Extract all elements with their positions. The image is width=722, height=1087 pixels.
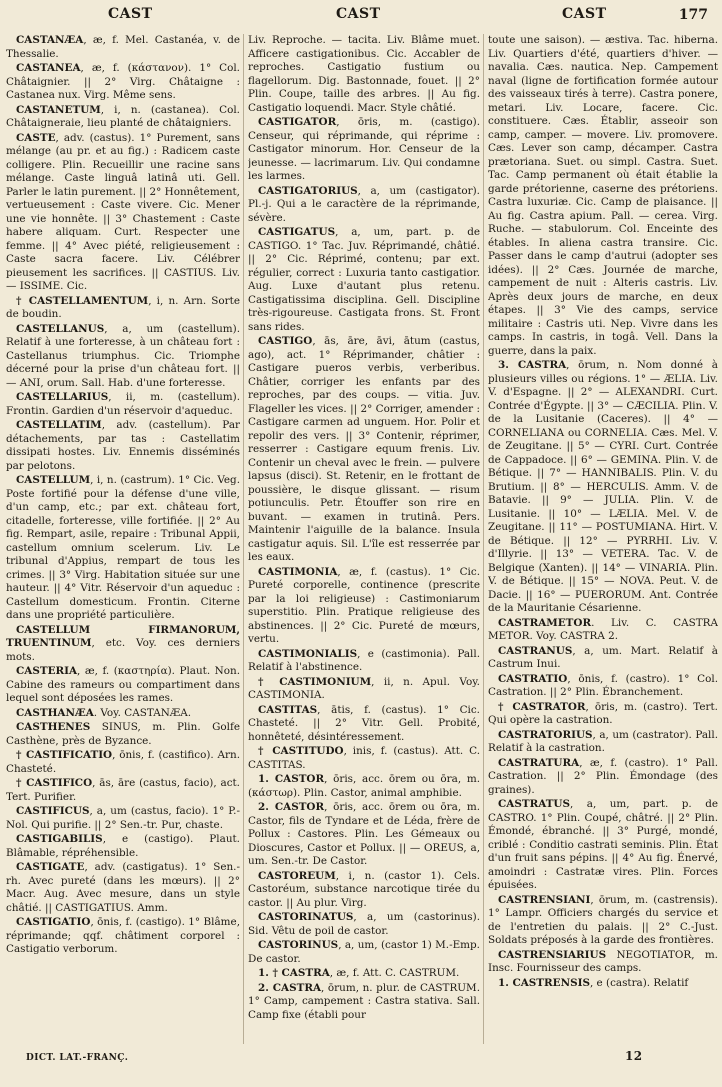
entry-text: NEGOTIATOR, m. Insc. Fournisseur des camps.: [488, 948, 718, 974]
dictionary-entry: [6, 749, 240, 776]
entry-text: , adv. (castus). 1° Purement, sans mélange (au pr. et au fig.) : Radicem caste colligere. Plin. Recueillir une racine sans mélange. Caste linguâ latinâ uti. Gell. Parler le latin purement. || 2° Honnêtement, vertueusement : Caste vivere. Cic. Mener une vie honnête. || 3° Chastement : Caste habere aliquam. Curt. Respecter une femme. || 4° Avec piété, religieusement : Caste sacra facere. Liv. Célébrer pieusement les sacrifices. || CASTIUS. Liv. — ISSIME. Cic.: [6, 131, 240, 292]
dictionary-entry: [248, 911, 480, 938]
entry-headword: † CASTIFICATIO: [16, 749, 113, 761]
entry-headword: CASTANETUM: [16, 103, 101, 116]
dictionary-entry: [248, 967, 480, 981]
dictionary-entry: [248, 34, 480, 115]
dictionary-entry: [6, 665, 240, 706]
entry-text: . Liv. C. CASTRA METOR. Voy. CASTRA 2.: [488, 616, 718, 642]
entry-headword: CASTHANÆA: [16, 706, 94, 719]
entry-text: , etc. Voy. ces derniers mots.: [6, 637, 240, 663]
dictionary-entry: [6, 861, 240, 915]
entry-text: , e (castimonia). Pall. Relatif à l'abstinence.: [248, 647, 480, 673]
dictionary-entry: [6, 474, 240, 623]
dictionary-entry: [6, 62, 240, 103]
dictionary-entry: [248, 801, 480, 869]
dictionary-entry: [6, 777, 240, 804]
entry-text: , i, n. (castrum). 1° Cic. Veg. Poste fortifié pour la défense d'une ville, d'un camp, etc.; par ext. château fort, citadelle, forteresse, ville fortifiée. || 2° Au fig. Rempart, asile, repaire : Tribunal Appii, castellum omnium scelerum. Liv. Le tribunal d'Appius, rempart de tous les crimes. || 3° Virg. Habitation située sur une hauteur. || 4° Vitr. Réservoir d'un aqueduc : Castellum domesticum. Frontin. Citerne dans une propriété particulière.: [6, 474, 240, 621]
entry-headword: CASTELLANUS: [16, 322, 105, 335]
dictionary-entry: [6, 132, 240, 294]
dictionary-entry: [488, 645, 718, 672]
dictionary-entry: [6, 295, 240, 322]
dictionary-entry: [248, 335, 480, 565]
entry-headword: CASTIMONIALIS: [258, 647, 358, 660]
entry-headword: CASTANÆA: [16, 34, 84, 46]
entry-headword: CASTRATIO: [498, 672, 568, 685]
entry-text: toute une saison). — æstiva. Tac. hiberna. Liv. Quartiers d'été, quartiers d'hiver. — navalia. Cæs. nautica. Nep. Campement naval (ligne de fortification formée autour des vaisseaux tirés à terre). Castra ponere, metari. Liv. Locare, facere. Cic. constituere. Cæs. Établir, asseoir son camp, camper. — movere. Liv. promovere. Cæs. Lever son camp, décamper. Castra prætoriana. Suet. ou simpl. Castra. Suet. Tac. Camp permanent où était établie la garde prétorienne, caserne des prétoriens. Castra luxuriæ. Cic. Camp de plaisance. || Au fig. Castra apium. Pall. — cerea. Virg. Ruche. — stabulorum. Col. Enceinte des étables. In aliena castra transire. Cic. Passer dans le camp d'autrui (adopter ses idées). || 2° Cæs. Journée de marche, campement de nuit : Alteris castris. Liv. Après deux jours de marche, en deux étapes. || 3° Vie des camps, service militaire : Castris uti. Nep. Vivre dans les camps. In castris, in togâ. Vell. Dans la guerre, dans la paix.: [488, 34, 718, 357]
entry-text: , ātis, f. (castus). 1° Cic. Chasteté. || 2° Vitr. Gell. Probité, honnêteté, désintéressement.: [248, 703, 480, 743]
running-head-center: CAST: [336, 6, 381, 22]
entry-text: , æ, f. (κάστανον). 1° Col. Châtaignier. || 2° Virg. Châtaigne : Castanea nux. Virg. Même sens.: [6, 62, 240, 101]
entry-headword: † CASTELLAMENTUM: [16, 294, 149, 307]
entry-text: , adv. (castigatus). 1° Sen.-rh. Avec pureté (dans les mœurs). || 2° Macr. Aug. Avec mesure, dans un style châtié. || CASTIGATIUS. Amm.: [6, 861, 240, 914]
dictionary-entry: [6, 833, 240, 860]
dictionary-entry: [6, 805, 240, 832]
entry-text: , ōris, m. (castro). Tert. Qui opère la castration.: [488, 700, 718, 726]
dictionary-entry: [6, 104, 240, 131]
entry-headword: CASTRATURA: [498, 756, 580, 769]
entry-headword: CASTITAS: [258, 703, 318, 716]
dictionary-entry: [248, 773, 480, 800]
dictionary-entry: [488, 617, 718, 644]
entry-text: , a, um (castus, facio). 1° P.-Nol. Qui purifie. || 2° Sen.-tr. Pur, chaste.: [6, 805, 240, 831]
dictionary-entry: [248, 676, 480, 703]
entry-headword: † CASTIFICO: [16, 777, 93, 789]
dictionary-entry: [488, 798, 718, 893]
entry-headword: CASTRATUS: [498, 798, 570, 810]
entry-headword: CASTIGATUS: [258, 226, 336, 238]
dictionary-entry: [488, 757, 718, 798]
entry-text: , a, um, (castor 1) M.-Emp. De castor.: [248, 939, 480, 965]
entry-text: , ōnis, f. (castigo). 1° Blâme, réprimande; qqf. châtiment corporel : Castigatio verborum.: [6, 916, 240, 955]
entry-text: , inis, f. (castus). Att. C. CASTITAS.: [248, 745, 480, 771]
entry-headword: CASTRANUS: [498, 644, 573, 657]
entry-headword: 1. CASTRENSIS: [498, 976, 590, 989]
running-head-left: CAST: [108, 6, 153, 22]
entry-headword: CASTIGO: [258, 335, 313, 347]
entry-headword: CASTE: [16, 131, 56, 144]
dictionary-entry: [488, 701, 718, 728]
entry-headword: CASTRENSIANI: [498, 893, 591, 906]
entry-headword: CASTIGATORIUS: [258, 184, 358, 197]
entry-text: , adv. (castellum). Par détachements, par tas : Castellatim dissipati hostes. Liv. Ennemis disséminés par pelotons.: [6, 419, 240, 472]
entry-text: , ās, āre (castus, facio), act. Tert. Purifier.: [6, 777, 240, 803]
dictionary-entry: [248, 648, 480, 675]
dictionary-entry: [488, 949, 718, 976]
entry-text: , æ, f. Mel. Castanéa, v. de Thessalie.: [6, 34, 240, 60]
dictionary-entry: [248, 226, 480, 334]
dictionary-entry: [6, 391, 240, 418]
entry-text: , æ, f. (castro). 1° Pall. Castration. || 2° Plin. Émondage (des graines).: [488, 756, 718, 796]
entry-text: , æ, f. (καστηρία). Plaut. Non. Cabine des rameurs ou compartiment dans lequel sont déposées les rames.: [6, 665, 240, 704]
dictionary-entry: [248, 185, 480, 226]
dictionary-entry: [248, 704, 480, 745]
column-3: [488, 34, 718, 1044]
entry-headword: CASTELLUM: [16, 474, 91, 486]
dictionary-entry: [6, 34, 240, 61]
dictionary-entry: [6, 624, 240, 665]
entry-text: , i, n. (castor 1). Cels. Castoréum, substance narcotique tirée du castor. || Au plur. Virg.: [248, 869, 480, 909]
entry-text: , a, um (castorinus). Sid. Vêtu de poil de castor.: [248, 911, 480, 937]
entry-headword: CASTRENSIARIUS: [498, 948, 607, 961]
entry-text: , a, um. Mart. Relatif à Castrum Inui.: [488, 644, 718, 670]
entry-text: , a, um, part. p. de CASTRO. 1° Plin. Coupé, châtré. || 2° Plin. Émondé, ébranché. || 3° Purgé, mondé, criblé : Conditio castrati seminis. Plin. État d'un fruit sans pépins. || 4° Au fig. Énervé, amoindri : Castratæ vires. Plin. Forces épuisées.: [488, 798, 718, 891]
entry-text: , i, n. Arn. Sorte de boudin.: [6, 294, 240, 320]
entry-text: SINUS, m. Plin. Golfe Casthène, près de Byzance.: [6, 721, 240, 747]
dictionary-entry: [248, 870, 480, 911]
dictionary-entry: [488, 673, 718, 700]
entry-text: , ii, m. (castellum). Frontin. Gardien d'un réservoir d'aqueduc.: [6, 391, 240, 417]
entry-headword: CASTIFICUS: [16, 805, 90, 817]
entry-text: , ii, n. Apul. Voy. CASTIMONIA.: [248, 675, 480, 701]
dictionary-entry: [248, 116, 480, 184]
entry-headword: CASTHENES: [16, 721, 91, 733]
dictionary-entry: [488, 359, 718, 616]
entry-text: , ōnis, f. (castifico). Arn. Chasteté.: [6, 749, 240, 775]
entry-text: , ās, āre, āvi, ātum (castus, ago), act. 1° Réprimander, châtier : Castigare pueros verbis, verberibus. Châtier, corriger les enfants par des reproches, par des coups. — vitia. Juv. Flageller les vices. || 2° Corriger, amender : Castigare carmen ad unguem. Hor. Polir et repolir des vers. || 3° Contenir, réprimer, resserrer : Castigare equum frenis. Liv. Contenir un cheval avec le frein. — pulvere lapsus (disci). St. Retenir, en le frottant de poussière, le disque glissant. — risum potiunculis. Petr. Étouffer son rire en buvant. — examen in trutinâ. Pers. Maintenir l'aiguille de la balance. Insula castigatur aquis. Sil. L'île est resserrée par les eaux.: [248, 335, 480, 563]
entry-headword: CASTIMONIA: [258, 565, 338, 578]
entry-headword: CASTELLARIUS: [16, 391, 109, 403]
dictionary-entry: [6, 419, 240, 473]
running-head-right: CAST: [562, 6, 607, 22]
entry-text: , ōrum, n. plur. de CASTRUM. 1° Camp, campement : Castra stativa. Sall. Camp fixe (établi pour: [248, 981, 480, 1021]
entry-text: , ōris, m. (castigo). Censeur, qui réprimande, qui réprime : Castigator minorum. Hor. Censeur de la jeunesse. — lacrimarum. Liv. Qui condamne les larmes.: [248, 116, 480, 182]
entry-text: , a, um (castellum). Relatif à une forteresse, à un château fort : Castellanus triumphus. Cic. Triomphe décerné pour la prise d'un château fort. || — ANI, orum. Sall. Hab. d'une forteresse.: [6, 322, 240, 389]
entry-headword: CASTERIA: [16, 665, 78, 677]
dictionary-entry: [488, 729, 718, 756]
entry-headword: CASTORINATUS: [258, 911, 354, 923]
dictionary-entry: [6, 323, 240, 391]
dictionary-entry: [6, 707, 240, 721]
column-2: [248, 34, 480, 1044]
dictionary-entry: [6, 721, 240, 748]
dictionary-entry: [488, 977, 718, 991]
entry-text: , e (castigo). Plaut. Blâmable, répréhensible.: [6, 833, 240, 859]
entry-text: , ōris, acc. ōrem ou ōra, m. (κάστωρ). Plin. Castor, animal amphibie.: [248, 773, 480, 799]
entry-text: , ōrum, n. Nom donné à plusieurs villes ou régions. 1° — ÆLIA. Liv. V. d'Espagne. || 2° — ALEXANDRI. Curt. Contrée d'Égypte. || 3° — CÆCILIA. Plin. V. de la Lusitanie (Caceres). || 4° — CORNELIANA ou CORNELIA. Cæs. Mel. V. de Zeugitane. || 5° — CYRI. Curt. Contrée de Cappadoce. || 6° — GEMINA. Plin. V. de Bétique. || 7° — HANNIBALIS. Plin. V. du Brutium. || 8° — HERCULIS. Amm. V. de Batavie. || 9° — JULIA. Plin. V. de Lusitanie. || 10° — LÆLIA. Mel. V. de Zeugitane. || 11° — POSTUMIANA. Hirt. V. de Bétique. || 12° — PYRRHI. Liv. V. d'Illyrie. || 13° — VETERA. Tac. V. de Belgique (Xanten). || 14° — VINARIA. Plin. V. de Bétique. || 15° — NOVA. Peut. V. de Dacie. || 16° — PUERORUM. Ant. Contrée de la Mauritanie Césarienne.: [488, 359, 718, 614]
entry-text: , a, um (castrator). Pall. Relatif à la castration.: [488, 728, 718, 754]
entry-headword: CASTRATORIUS: [498, 728, 593, 741]
entry-headword: 1. † CASTRA: [258, 967, 330, 979]
entry-headword: CASTOREUM: [258, 869, 336, 882]
entry-headword: CASTANEA: [16, 62, 81, 74]
entry-text: , ōris, acc. ōrem ou ōra, m. Castor, fils de Tyndare et de Léda, frère de Pollux : Castores. Plin. Les Gémeaux ou Dioscures, Castor et Pollux. || — OREUS, a, um. Sen.-tr. De Castor.: [248, 801, 480, 867]
dictionary-entry: [248, 982, 480, 1023]
column-1: [6, 34, 240, 1044]
entry-headword: CASTIGATOR: [258, 116, 337, 128]
entry-headword: CASTELLUM FIRMANORUM, TRUENTINUM: [6, 623, 240, 649]
entry-headword: CASTIGATIO: [16, 916, 91, 928]
dictionary-entry: [248, 745, 480, 772]
column-rule: [243, 34, 244, 1044]
column-rule: [483, 34, 484, 1044]
entry-text: , ōnis, f. (castro). 1° Col. Castration. || 2° Plin. Ébranchement.: [488, 672, 718, 698]
entry-headword: CASTELLATIM: [16, 419, 102, 431]
dictionary-entry: [248, 566, 480, 647]
entry-text: , a, um (castigator). Pl.-j. Qui a le caractère de la réprimande, sévère.: [248, 184, 480, 224]
page-number: 177: [678, 7, 708, 23]
entry-headword: 2. CASTRA: [258, 981, 322, 994]
dictionary-entry: [488, 34, 718, 358]
footer-signature: DICT. LAT.-FRANÇ.: [26, 1053, 129, 1063]
entry-text: Liv. Reproche. — tacita. Liv. Blâme muet. Afficere castigationibus. Cic. Accabler de reproches. Castigatio fustium ou flagellorum. Dig. Bastonnade, fouet. || 2° Plin. Coupe, taille des arbres. || Au fig. Castigatio loquendi. Macr. Style châtié.: [248, 34, 480, 114]
dictionary-entry: [488, 894, 718, 948]
entry-headword: 1. CASTOR: [258, 773, 325, 785]
dictionary-entry: [248, 939, 480, 966]
dictionary-entry: [6, 916, 240, 957]
entry-text: , i, n. (castanea). Col. Châtaigneraie, lieu planté de châtaigniers.: [6, 103, 240, 129]
entry-headword: † CASTITUDO: [258, 745, 344, 757]
entry-headword: † CASTIMONIUM: [258, 675, 372, 688]
entry-headword: CASTRAMETOR: [498, 616, 592, 629]
entry-text: , a, um, part. p. de CASTIGO. 1° Tac. Juv. Réprimandé, châtié. || 2° Cic. Réprimé, contenu; par ext. régulier, correct : Luxuria tanto castigatior. Aug. Luxe d'autant plus retenu. Castigatissima disciplina. Gell. Discipline très-rigoureuse. Castigata frons. St. Front sans rides.: [248, 226, 480, 333]
entry-headword: † CASTRATOR: [498, 700, 586, 713]
entry-headword: 3. CASTRA: [498, 359, 567, 371]
entry-text: , ōrum, m. (castrensis). 1° Lampr. Officiers chargés du service et de l'entretien du palais. || 2° C.-Just. Soldats préposés à la garde des frontières.: [488, 893, 718, 946]
footer-sheet-number: 12: [625, 1049, 643, 1063]
entry-text: , æ, f. Att. C. CASTRUM.: [329, 967, 460, 979]
entry-text: , e (castra). Relatif: [589, 976, 689, 989]
entry-text: , æ, f. (castus). 1° Cic. Pureté corporelle, continence (prescrite par la loi religieuse) : Castimoniarum superstitio. Plin. Pratique religieuse des abstinences. || 2° Cic. Pureté de mœurs, vertu.: [248, 565, 480, 645]
entry-headword: CASTIGABILIS: [16, 833, 103, 845]
entry-headword: 2. CASTOR: [258, 801, 325, 813]
entry-text: . Voy. CASTANÆA.: [93, 706, 192, 719]
entry-headword: CASTORINUS: [258, 939, 339, 951]
entry-headword: CASTIGATE: [16, 861, 85, 873]
